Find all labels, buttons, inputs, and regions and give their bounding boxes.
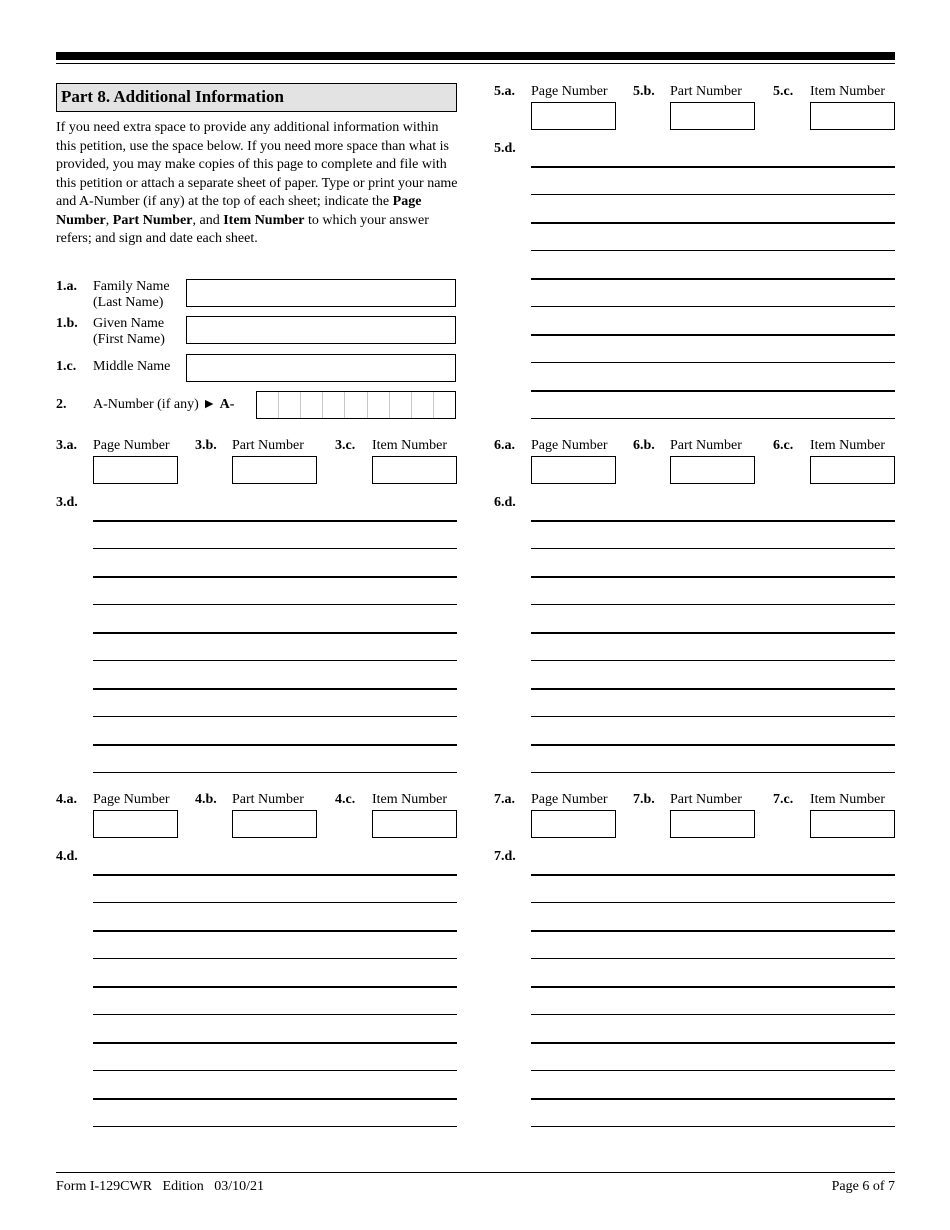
answer-line-7[interactable] (531, 1014, 895, 1015)
page-number-label-6: Page Number (531, 438, 608, 453)
answer-line-4[interactable] (93, 1014, 457, 1015)
item-number-field-6[interactable] (810, 456, 895, 484)
part-number-field-7[interactable] (670, 810, 755, 838)
item-6d-number: 6.d. (494, 495, 516, 510)
item-3b-number: 3.b. (195, 438, 217, 453)
item-7d-number: 7.d. (494, 849, 516, 864)
answer-line-6[interactable] (531, 604, 895, 605)
answer-line-6[interactable] (531, 548, 895, 549)
item-7c-number: 7.c. (773, 792, 794, 807)
item-4b-number: 4.b. (195, 792, 217, 807)
item-number-label-3: Item Number (372, 438, 448, 453)
part-number-field-5[interactable] (670, 102, 755, 130)
item-5c-number: 5.c. (773, 84, 794, 99)
page-number-field-4[interactable] (93, 810, 178, 838)
answer-line-3[interactable] (93, 520, 457, 522)
answer-line-4[interactable] (93, 930, 457, 932)
answer-line-4[interactable] (93, 1070, 457, 1071)
footer-rule (56, 1172, 895, 1173)
part-title: Part 8. Additional Information (56, 83, 457, 112)
answer-line-6[interactable] (531, 660, 895, 661)
item-number-label-6: Item Number (810, 438, 886, 453)
answer-line-7[interactable] (531, 1098, 895, 1100)
item-number-label-5: Item Number (810, 84, 886, 99)
given-name-field[interactable] (186, 316, 456, 344)
answer-line-6[interactable] (531, 520, 895, 522)
item-5b-number: 5.b. (633, 84, 655, 99)
answer-line-3[interactable] (93, 744, 457, 746)
middle-name-field[interactable] (186, 354, 456, 382)
answer-line-4[interactable] (93, 902, 457, 903)
page-number-label-3: Page Number (93, 438, 170, 453)
top-rule (56, 63, 895, 64)
form-edition: Form I-129CWR Edition 03/10/21 (56, 1179, 265, 1194)
answer-line-4[interactable] (93, 958, 457, 959)
answer-line-6[interactable] (531, 744, 895, 746)
answer-line-7[interactable] (531, 1070, 895, 1071)
page-number-label-4: Page Number (93, 792, 170, 807)
item-4a-number: 4.a. (56, 792, 77, 807)
answer-line-3[interactable] (93, 688, 457, 690)
item-3c-number: 3.c. (335, 438, 356, 453)
answer-line-3[interactable] (93, 772, 457, 773)
item-number-field-5[interactable] (810, 102, 895, 130)
answer-line-3[interactable] (93, 660, 457, 661)
item-number-label-4: Item Number (372, 792, 448, 807)
answer-line-5[interactable] (531, 278, 895, 280)
answer-line-7[interactable] (531, 1042, 895, 1044)
item-number-field-7[interactable] (810, 810, 895, 838)
part-number-label-6: Part Number (670, 438, 742, 453)
answer-line-7[interactable] (531, 958, 895, 959)
a-number-field[interactable] (256, 391, 456, 419)
answer-line-4[interactable] (93, 1042, 457, 1044)
answer-line-7[interactable] (531, 902, 895, 903)
answer-line-7[interactable] (531, 874, 895, 876)
answer-line-6[interactable] (531, 772, 895, 773)
item-number-label-7: Item Number (810, 792, 886, 807)
answer-line-3[interactable] (93, 716, 457, 717)
answer-line-4[interactable] (93, 1126, 457, 1127)
page-number-field-3[interactable] (93, 456, 178, 484)
answer-line-3[interactable] (93, 632, 457, 634)
answer-line-6[interactable] (531, 576, 895, 578)
page-number-label-7: Page Number (531, 792, 608, 807)
answer-line-5[interactable] (531, 390, 895, 392)
answer-line-5[interactable] (531, 194, 895, 195)
part-number-label-7: Part Number (670, 792, 742, 807)
part-number-label-3: Part Number (232, 438, 304, 453)
a-number-prefix: A- (219, 397, 235, 412)
item-7a-number: 7.a. (494, 792, 515, 807)
top-bar (56, 52, 895, 60)
part-number-field-3[interactable] (232, 456, 317, 484)
answer-line-3[interactable] (93, 576, 457, 578)
family-name-field[interactable] (186, 279, 456, 307)
answer-line-5[interactable] (531, 306, 895, 307)
item-4c-number: 4.c. (335, 792, 356, 807)
answer-line-5[interactable] (531, 362, 895, 363)
item-3a-number: 3.a. (56, 438, 77, 453)
answer-line-4[interactable] (93, 986, 457, 988)
item-5d-number: 5.d. (494, 141, 516, 156)
item-number-field-3[interactable] (372, 456, 457, 484)
item-7b-number: 7.b. (633, 792, 655, 807)
item-number-field-4[interactable] (372, 810, 457, 838)
answer-line-7[interactable] (531, 1126, 895, 1127)
answer-line-6[interactable] (531, 716, 895, 717)
page-number-field-7[interactable] (531, 810, 616, 838)
given-name-label: Given Name (First Name) (93, 316, 165, 347)
item-number-1c: 1.c. (56, 359, 77, 374)
answer-line-5[interactable] (531, 222, 895, 224)
part-number-label-5: Part Number (670, 84, 742, 99)
answer-line-4[interactable] (93, 874, 457, 876)
instructions-text: If you need extra space to provide any additional information within this petition, use the space below. If you need more space than what is provided, you may make copies of this page to complete and file with this petition or attach a separate sheet of paper. Type or print your name and A-Number (if any) at the top of each sheet; indicate the Page Number, Part Number, and Item Number to which your answer refers; and sign and date each sheet. (56, 120, 458, 246)
item-number-1b: 1.b. (56, 316, 78, 331)
answer-line-5[interactable] (531, 334, 895, 336)
answer-line-4[interactable] (93, 1098, 457, 1100)
family-name-label: Family Name (Last Name) (93, 279, 170, 310)
answer-line-7[interactable] (531, 986, 895, 988)
page-number-label-5: Page Number (531, 84, 608, 99)
item-6c-number: 6.c. (773, 438, 794, 453)
item-3d-number: 3.d. (56, 495, 78, 510)
answer-line-3[interactable] (93, 604, 457, 605)
item-number-1a: 1.a. (56, 279, 77, 294)
part-number-label-4: Part Number (232, 792, 304, 807)
item-6a-number: 6.a. (494, 438, 515, 453)
answer-line-5[interactable] (531, 418, 895, 419)
item-5a-number: 5.a. (494, 84, 515, 99)
item-4d-number: 4.d. (56, 849, 78, 864)
page-number: Page 6 of 7 (831, 1179, 895, 1194)
part-number-field-4[interactable] (232, 810, 317, 838)
answer-line-6[interactable] (531, 632, 895, 634)
arrow-right-icon: ► (202, 397, 217, 412)
answer-line-6[interactable] (531, 688, 895, 690)
page-number-field-5[interactable] (531, 102, 616, 130)
answer-line-5[interactable] (531, 166, 895, 168)
answer-line-7[interactable] (531, 930, 895, 932)
a-number-label: A-Number (if any) ► A- (93, 397, 235, 412)
middle-name-label: Middle Name (93, 359, 171, 374)
page-number-field-6[interactable] (531, 456, 616, 484)
part-number-field-6[interactable] (670, 456, 755, 484)
item-6b-number: 6.b. (633, 438, 655, 453)
answer-line-3[interactable] (93, 548, 457, 549)
answer-line-5[interactable] (531, 250, 895, 251)
item-number-2: 2. (56, 397, 67, 412)
